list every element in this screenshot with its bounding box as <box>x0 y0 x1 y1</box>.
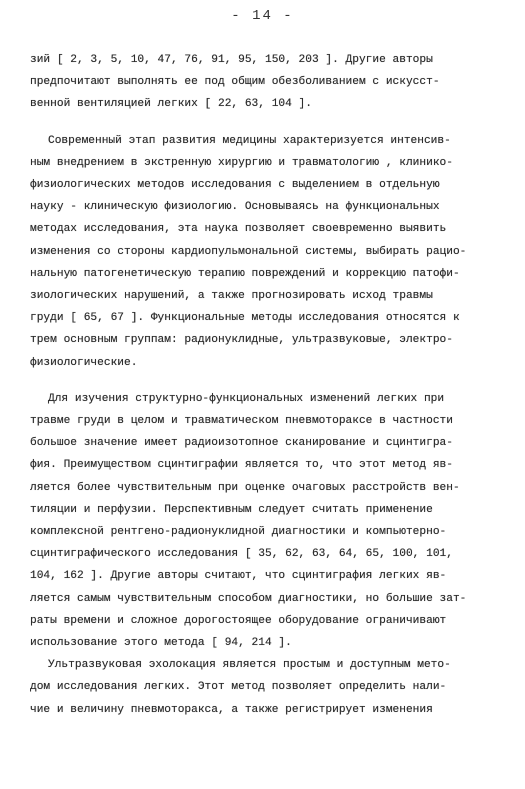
text-line: венной вентиляцией легких [ 22, 63, 104 ]. <box>30 98 312 111</box>
text-line: раты времени и сложное дорогостоящее оборудование ограничивают <box>30 614 447 627</box>
text-line: тиляции и перфузии. Перспективным следует считать применение <box>30 503 433 516</box>
text-line: предпочитают выполнять ее под общим обезболиванием с искусст- <box>30 76 440 89</box>
document-body <box>30 49 492 721</box>
paragraph-gap <box>30 116 492 130</box>
text-line: зий [ 2, 3, 5, 10, 47, 76, 91, 95, 150, 203 ]. Другие авторы <box>30 54 433 66</box>
text-line: 104, 162 ]. Другие авторы считают, что сцинтиграфия легких яв- <box>30 570 447 583</box>
text-line: большое значение имеет радиоизотопное сканирование и сцинтигра- <box>30 437 453 450</box>
text-line: дом исследования легких. Этот метод позволяет определить нали- <box>30 681 447 694</box>
text-line: комплексной рентгено-радионуклидной диагностики и компьютерно- <box>30 526 447 539</box>
text-line: методах исследования, эта наука позволяет своевременно выявить <box>30 223 447 236</box>
text-line: физиологические. <box>30 356 138 369</box>
text-line: ляется самым чувствительным способом диагностики, но большие зат- <box>30 592 467 605</box>
text-line: Современный этап развития медицины характеризуется интенсив- <box>48 134 451 147</box>
text-line: зиологических нарушений, а также прогнозировать исход травмы <box>30 290 433 303</box>
text-line: груди [ 65, 67 ]. Функциональные методы исследования относятся к <box>30 312 460 325</box>
text-line: чие и величину пневмоторакса, а также регистрирует изменения <box>30 703 433 716</box>
text-line: ляется более чувствительным при оценке очаговых расстройств вен- <box>30 481 460 494</box>
text-line: Ультразвуковая эхолокация является простым и доступным мето- <box>48 659 451 672</box>
text-line: фия. Преимуществом сцинтиграфии является то, что этот метод яв- <box>30 459 453 472</box>
page-number: - 14 - <box>231 8 294 24</box>
paragraph-gap <box>30 374 492 388</box>
text-line: науку - клиническую физиологию. Основываясь на функциональных <box>30 201 440 214</box>
text-line: физиологических методов исследования с выделением в отдельную <box>30 179 440 192</box>
text-line: травме груди в целом и травматическом пневмотораксе в частности <box>30 415 453 428</box>
text-line: Для изучения структурно-функциональных изменений легких при <box>48 392 445 405</box>
text-line: нальную патогенетическую терапию повреждений и коррекцию патофи- <box>30 267 460 280</box>
text-line: ным внедрением в экстренную хирургию и травматологию , клинико- <box>30 156 453 169</box>
text-line: изменения со стороны кардиопульмональной системы, выбирать рацио- <box>30 245 467 258</box>
text-line: трем основным группам: радионуклидные, ультразвуковые, электро- <box>30 334 453 347</box>
text-line: использование этого метода [ 94, 214 ]. <box>30 637 292 650</box>
text-line: сцинтиграфического исследования [ 35, 62, 63, 64, 65, 100, 101, <box>30 548 453 561</box>
